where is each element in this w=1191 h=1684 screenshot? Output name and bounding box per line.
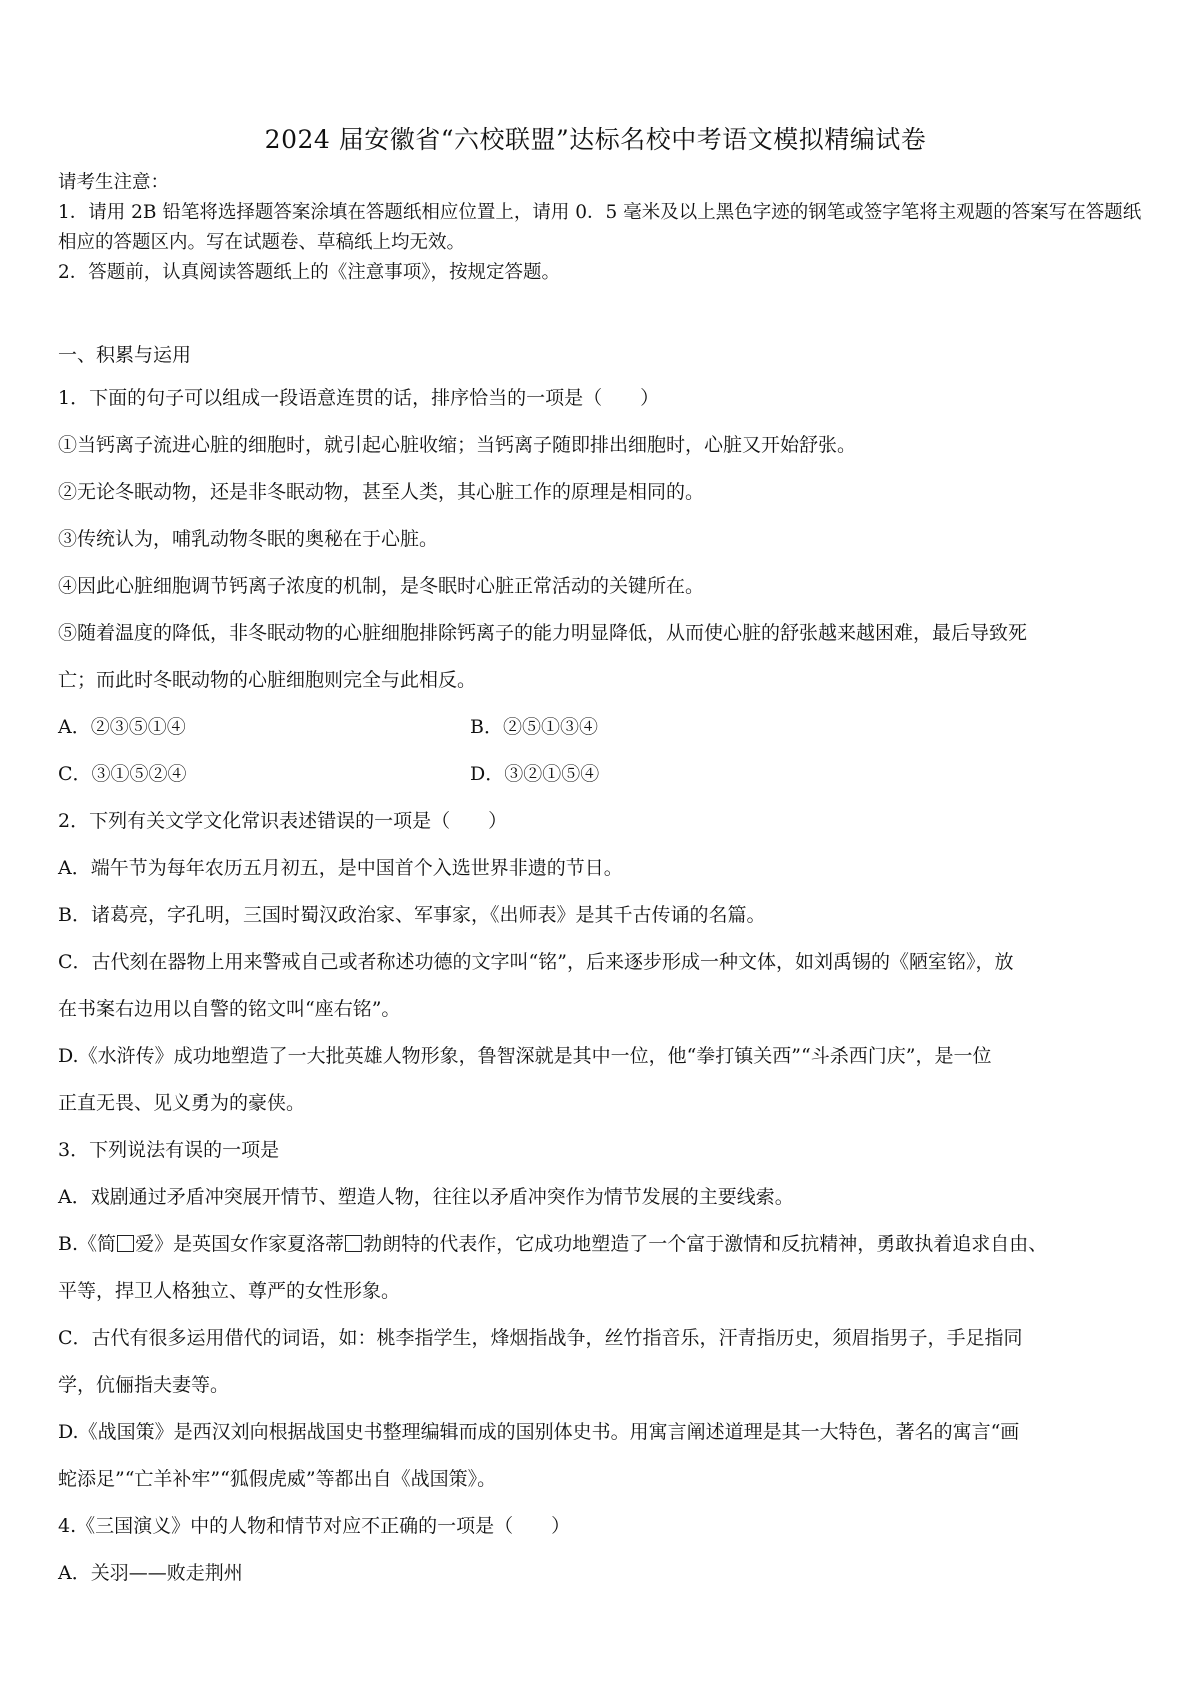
placeholder-box — [345, 1235, 362, 1252]
q3-option-b-part-2: 爱》是英国女作家夏洛蒂 — [135, 1233, 345, 1255]
q3-option-b-part-3: 勃朗特的代表作，它成功地塑造了一个富于激情和反抗精神，勇敢执着追求自由、 — [363, 1233, 1048, 1255]
q1-option-d: D．③②①⑤④ — [470, 763, 600, 785]
q1-option-b: B．②⑤①③④ — [470, 716, 598, 738]
q3-option-c-cont: 学，伉俪指夫妻等。 — [58, 1374, 230, 1396]
q1-sentence-5-cont: 亡；而此时冬眠动物的心脏细胞则完全与此相反。 — [58, 669, 477, 691]
question-body — [58, 335, 1148, 1597]
placeholder-box — [117, 1235, 134, 1252]
q3-option-c: C．古代有很多运用借代的词语，如：桃李指学生，烽烟指战争，丝竹指音乐，汗青指历史，须眉指男子，手足指同 — [58, 1327, 1023, 1349]
q3-option-d-cont: 蛇添足”“亡羊补牢”“狐假虎威”等都出自《战国策》。 — [58, 1468, 497, 1490]
q2-option-d-cont: 正直无畏、见义勇为的豪侠。 — [58, 1092, 306, 1114]
notice-heading: 请考生注意： — [58, 172, 170, 193]
q4-option-a: A．关羽——败走荆州 — [58, 1562, 243, 1584]
q2-option-d: D.《水浒传》成功地塑造了一大批英雄人物形象，鲁智深就是其中一位，他“拳打镇关西”“斗杀西门庆”，是一位 — [58, 1045, 992, 1067]
q1-option-c: C．③①⑤②④ — [58, 763, 187, 785]
q3-option-a: A．戏剧通过矛盾冲突展开情节、塑造人物，往往以矛盾冲突作为情节发展的主要线索。 — [58, 1186, 794, 1208]
q1-sentence-2: ②无论冬眠动物，还是非冬眠动物，甚至人类，其心脏工作的原理是相同的。 — [58, 481, 705, 503]
q4-stem: 4.《三国演义》中的人物和情节对应不正确的一项是（ ） — [58, 1515, 571, 1537]
q3-stem: 3．下列说法有误的一项是 — [58, 1139, 280, 1161]
q1-sentence-1: ①当钙离子流进心脏的细胞时，就引起心脏收缩；当钙离子随即排出细胞时，心脏又开始舒张。 — [58, 434, 857, 456]
q2-option-b: B．诸葛亮，字孔明，三国时蜀汉政治家、军事家，《出师表》是其千古传诵的名篇。 — [58, 904, 766, 926]
q3-option-b — [58, 1221, 1148, 1268]
q2-option-c-cont: 在书案右边用以自警的铭文叫“座右铭”。 — [58, 998, 401, 1020]
notice-item-1: 1．请用 2B 铅笔将选择题答案涂填在答题纸相应位置上，请用 0．5 毫米及以上黑色字迹的钢笔或签字笔将主观题的答案写在答题纸相应的答题区内。写在试题卷、草稿纸上均无效。 — [58, 202, 1142, 253]
q1-sentence-4: ④因此心脏细胞调节钙离子浓度的机制，是冬眠时心脏正常活动的关键所在。 — [58, 575, 705, 597]
notice-item-2: 2．答题前，认真阅读答题纸上的《注意事项》，按规定答题。 — [58, 262, 561, 283]
q2-stem: 2．下列有关文学文化常识表述错误的一项是（ ） — [58, 810, 508, 832]
q1-sentence-5: ⑤随着温度的降低，非冬眠动物的心脏细胞排除钙离子的能力明显降低，从而使心脏的舒张越来越困难，最后导致死 — [58, 622, 1028, 644]
q1-options-row-2 — [58, 751, 1148, 798]
q1-option-a: A．②③⑤①④ — [58, 716, 186, 738]
q1-sentence-3: ③传统认为，哺乳动物冬眠的奥秘在于心脏。 — [58, 528, 439, 550]
q3-option-b-part-1: B.《简 — [58, 1233, 117, 1255]
notice-block — [58, 168, 1148, 288]
q1-options-row-1 — [58, 704, 1148, 751]
q2-option-a: A．端午节为每年农历五月初五，是中国首个入选世界非遗的节日。 — [58, 857, 623, 879]
page-title: 2024 届安徽省“六校联盟”达标名校中考语文模拟精编试卷 — [264, 125, 927, 154]
q1-stem: 1．下面的句子可以组成一段语意连贯的话，排序恰当的一项是（ ） — [58, 387, 660, 409]
q2-option-c: C．古代刻在器物上用来警戒自己或者称述功德的文字叫“铭”，后来逐步形成一种文体，如刘禹锡的《陋室铭》，放 — [58, 951, 1014, 973]
q3-option-b-cont: 平等，捍卫人格独立、尊严的女性形象。 — [58, 1280, 401, 1302]
section-heading: 一、积累与运用 — [58, 344, 192, 366]
q3-option-d: D.《战国策》是西汉刘向根据战国史书整理编辑而成的国别体史书。用寓言阐述道理是其一大特色，著名的寓言“画 — [58, 1421, 1020, 1443]
